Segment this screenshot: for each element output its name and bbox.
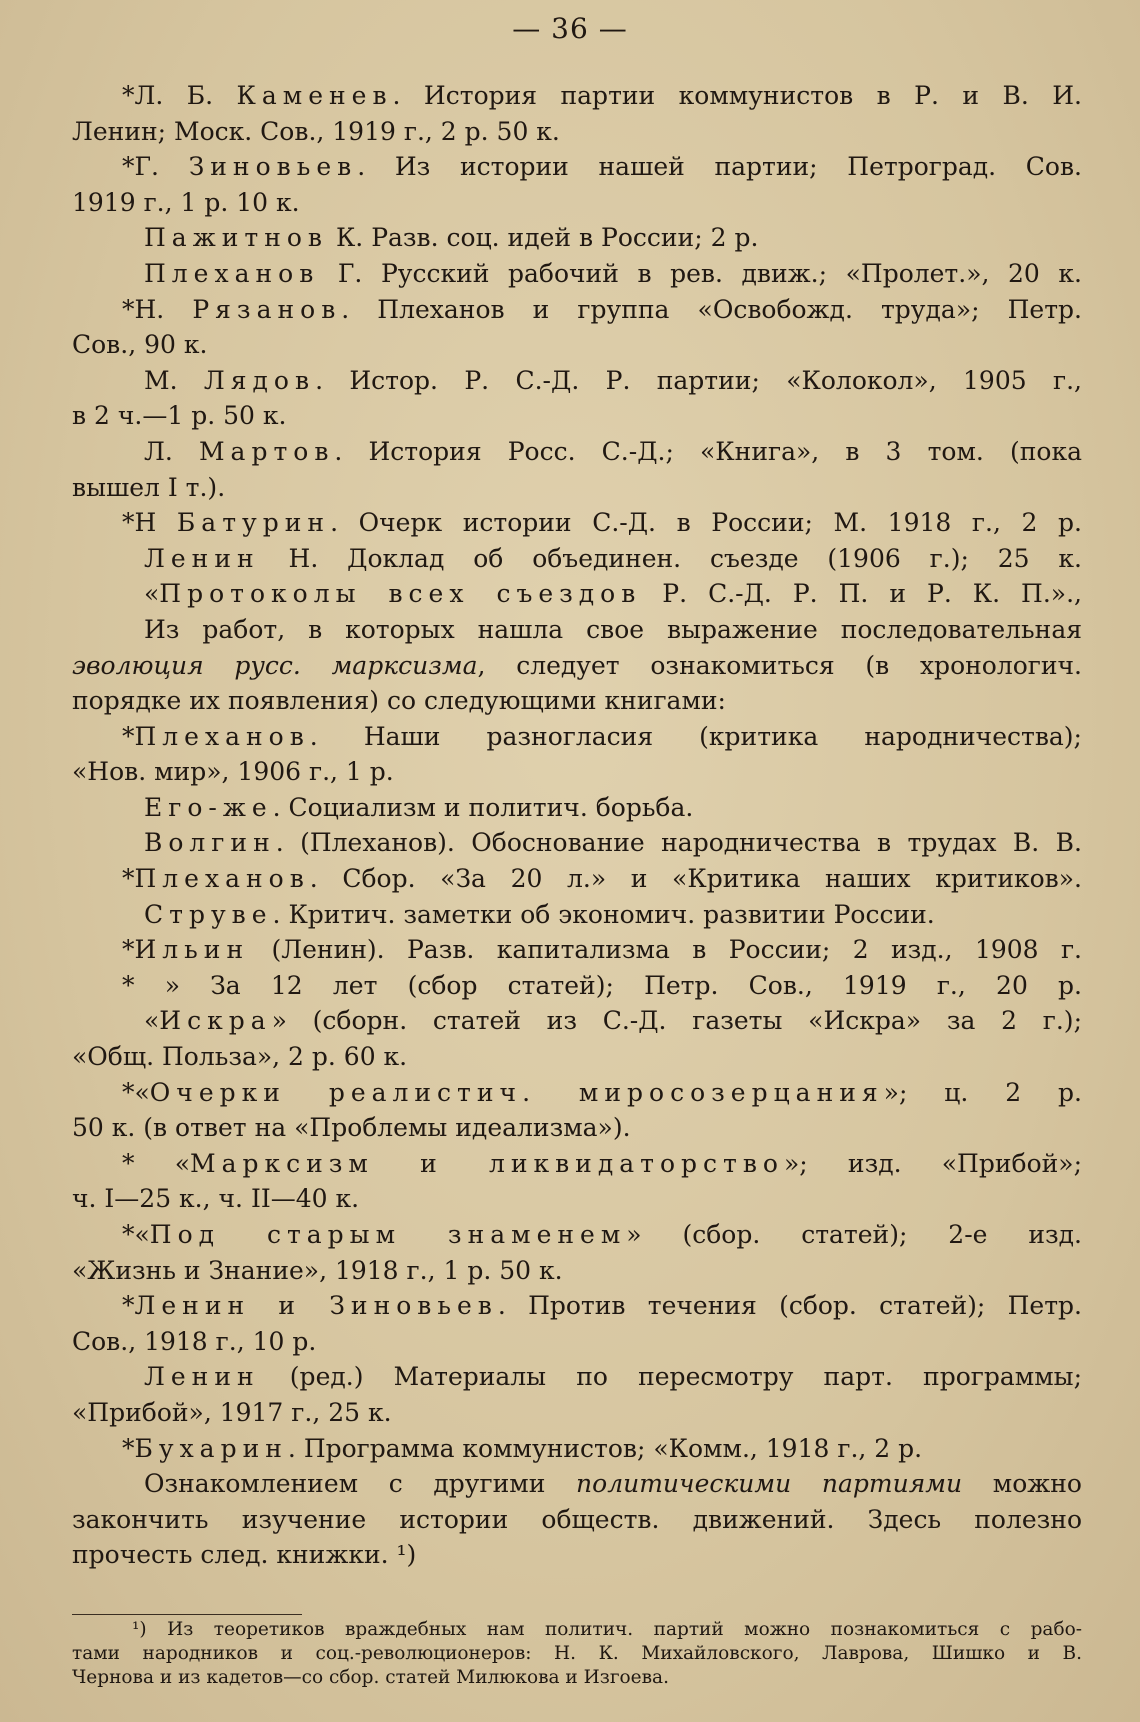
book-title: Очерки реалистич. миросозерцания <box>149 1077 884 1107</box>
author-name: Струве <box>144 899 273 929</box>
text-line: 1919 г., 1 р. 10 к. <box>72 187 300 217</box>
entry-martov: Л. Мартов. История Росс. С.-Д.; «Книга», в 3 том. (пока <box>144 436 1082 466</box>
entry-ryazanov: *Н. Рязанов. Плеханов и группа «Освобожд. труда»; Петр. <box>122 294 1082 324</box>
entry-volgin: Волгин. (Плеханов). Обоснование народничества в трудах В. В. <box>144 828 1082 858</box>
author-name: Его-же <box>144 792 273 822</box>
author-name: Ленин и Зиновьев <box>134 1291 498 1321</box>
footnote-divider <box>72 1614 302 1615</box>
entry-iskra: «Искра» (сборн. статей из С.-Д. газеты «Искра» за 2 г.); <box>144 1006 1082 1036</box>
text-line: ч. I—25 к., ч. II—40 к. <box>72 1184 360 1214</box>
book-title: Протоколы всех съездов <box>159 579 642 609</box>
entry-ocherki: *«Очерки реалистич. миросозерцания»; ц. 2 р. <box>122 1077 1082 1107</box>
entry-plekhanov-1: Плеханов Г. Русский рабочий в рев. движ.; «Пролет.», 20 к. <box>144 258 1082 288</box>
entry-ilyin: *Ильин (Ленин). Разв. капитализма в России; 2 изд., 1908 г. <box>122 935 1082 965</box>
paragraph-line: закончить изучение истории обществ. движений. Здесь полезно <box>72 1504 1082 1534</box>
entry-bukharin: *Бухарин. Программа коммунистов; «Комм., 1918 г., 2 р. <box>122 1433 923 1463</box>
paragraph-line: порядке их появления) со следующими книгами: <box>72 686 726 716</box>
paragraph-line: Из работ, в которых нашла свое выражение последовательная <box>144 614 1082 644</box>
footnote <box>72 1618 1082 1690</box>
entry-lenin-zinoviev: *Ленин и Зиновьев. Против течения (сбор. статей); Петр. <box>122 1291 1082 1321</box>
entry-kamenev: *Л. Б. Каменев. История партии коммунистов в Р. и В. И. <box>122 81 1082 110</box>
author-name: Рязанов <box>192 294 342 324</box>
paragraph-line: Ознакомлением с другими политическими партиями можно <box>144 1469 1082 1499</box>
italic-phrase: эволюция русс. марксизма <box>72 650 478 680</box>
author-name: Волгин <box>144 828 276 858</box>
entry-lenin-report: Ленин Н. Доклад об объединен. съезде (1906 г.); 25 к. <box>144 543 1082 573</box>
author-name: Бухарин <box>134 1433 288 1463</box>
text-line: вышел I т.). <box>72 472 226 502</box>
text-line: Сов., 1918 г., 10 р. <box>72 1326 317 1356</box>
text-line: «Прибой», 1917 г., 25 к. <box>72 1397 392 1427</box>
author-name: Зиновьев <box>188 152 358 182</box>
text-line: в 2 ч.—1 р. 50 к. <box>72 401 287 431</box>
entry-baturin: *Н Батурин. Очерк истории С.-Д. в России; М. 1918 г., 2 р. <box>122 508 1082 538</box>
entry-lenin-materials: Ленин (ред.) Материалы по пересмотру парт. программы; <box>144 1362 1082 1392</box>
entry-old-banner: *«Под старым знаменем» (сбор. статей); 2-е изд. <box>122 1220 1082 1249</box>
author-name: Батурин <box>176 508 331 538</box>
page-number: — 36 — <box>512 12 628 45</box>
entry-struve: Струве. Критич. заметки об экономич. развитии России. <box>144 899 935 929</box>
paragraph-line: эволюция русс. марксизма, следует ознакомиться (в хронологич. <box>72 650 1082 680</box>
author-name: Мартов <box>198 436 335 466</box>
book-title: Искра <box>159 1006 272 1036</box>
author-name: Пажитнов <box>144 223 328 253</box>
text-line: «Общ. Польза», 2 р. 60 к. <box>72 1042 408 1072</box>
entry-lyadov: М. Лядов. Истор. Р. С.-Д. Р. партии; «Колокол», 1905 г., <box>144 365 1082 395</box>
author-name: Ильин <box>134 935 250 965</box>
text-line: «Жизнь и Знание», 1918 г., 1 р. 50 к. <box>72 1255 563 1285</box>
entry-pazhitnov: Пажитнов К. Разв. соц. идей в России; 2 р. <box>144 223 759 253</box>
entry-12-years: * » За 12 лет (сбор статей); Петр. Сов., 1919 г., 20 р. <box>122 970 1082 1000</box>
author-name: Плеханов <box>134 721 310 751</box>
author-name: Лядов <box>203 365 316 395</box>
book-title: Марксизм и ликвидаторство <box>190 1148 784 1178</box>
author-name: Каменев <box>236 81 393 110</box>
book-title: Под старым знаменем <box>149 1220 627 1249</box>
footnote-line: Чернова и из кадетов—со сбор. статей Милюкова и Изгоева. <box>72 1667 669 1688</box>
entry-plekhanov-2: *Плеханов. Наши разногласия (критика народничества); <box>122 721 1082 751</box>
text-line: 50 к. (в ответ на «Проблемы идеализма»). <box>72 1113 631 1143</box>
entry-plekhanov-3: *Плеханов. Сбор. «За 20 л.» и «Критика наших критиков». <box>122 864 1082 894</box>
entry-marxism-liquidationism: * «Марксизм и ликвидаторство»; изд. «Прибой»; <box>122 1148 1083 1178</box>
entry-ego-zhe: Его-же. Социализм и политич. борьба. <box>144 792 694 822</box>
author-name: Ленин <box>144 543 260 573</box>
text-line: Сов., 90 к. <box>72 330 208 360</box>
paragraph-line: прочесть след. книжки. ¹) <box>72 1540 417 1570</box>
entry-protocols: «Протоколы всех съездов Р. С.-Д. Р. П. и Р. К. П.»., <box>144 579 1082 609</box>
footnote-line: ¹) Из теоретиков враждебных нам политич. партий можно познакомиться с рабо- <box>132 1619 1082 1640</box>
text-line: «Нов. мир», 1906 г., 1 р. <box>72 757 394 787</box>
author-name: Ленин <box>144 1362 260 1392</box>
author-name: Плеханов <box>144 258 320 288</box>
footnote-line: тами народников и соц.-революционеров: Н. К. Михайловского, Лаврова, Шишко и В. <box>72 1643 1082 1664</box>
bibliography-text <box>72 78 1082 1573</box>
author-name: Плеханов <box>134 864 310 894</box>
italic-phrase: политическими партиями <box>576 1469 963 1499</box>
entry-zinoviev: *Г. Зиновьев. Из истории нашей партии; Петроград. Сов. <box>122 152 1082 182</box>
text-line: Ленин; Моск. Сов., 1919 г., 2 р. 50 к. <box>72 116 560 146</box>
